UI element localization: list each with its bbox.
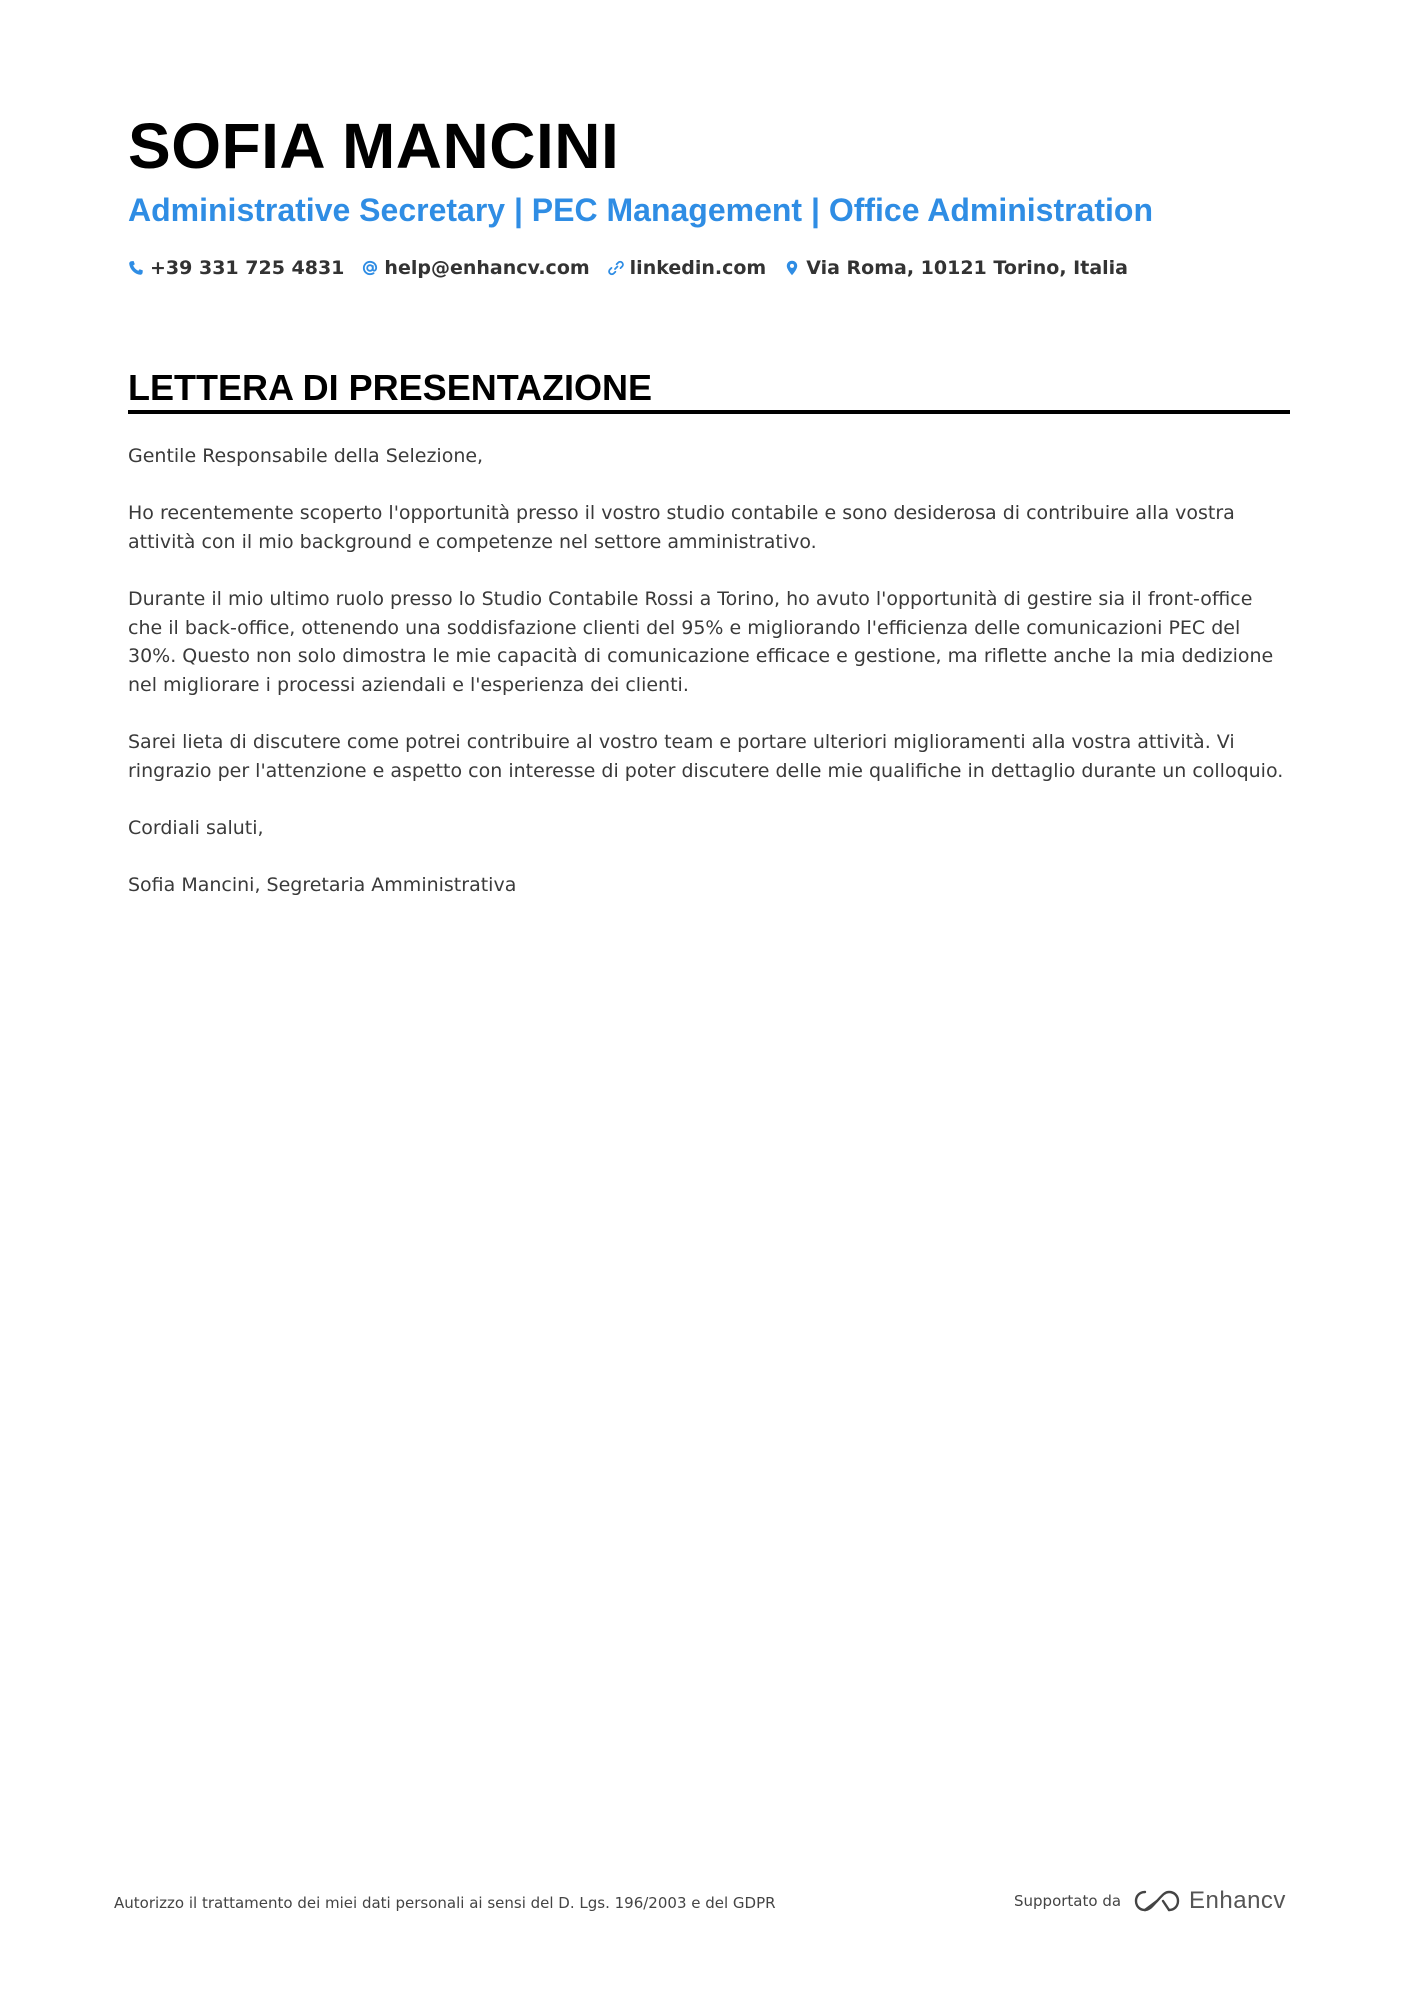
location-pin-icon <box>784 260 800 276</box>
contact-phone[interactable] <box>128 257 344 279</box>
letter-body <box>128 442 1290 928</box>
applicant-name: SOFIA MANCINI <box>128 110 620 182</box>
contact-linkedin[interactable] <box>608 257 767 279</box>
powered-by-label: Supportato da <box>1014 1892 1122 1910</box>
contact-email[interactable] <box>362 257 589 279</box>
contact-email-text: help@enhancv.com <box>384 257 590 279</box>
enhancv-brand: Enhancv <box>1189 1887 1286 1914</box>
section-divider <box>128 410 1290 414</box>
at-icon <box>362 260 378 276</box>
contact-linkedin-text: linkedin.com <box>629 257 767 279</box>
contact-address <box>784 257 1128 279</box>
contact-address-text: Via Roma, 10121 Torino, Italia <box>806 257 1128 279</box>
enhancv-logo-icon <box>1133 1888 1181 1914</box>
contact-bar <box>128 254 1146 282</box>
phone-icon <box>128 260 144 276</box>
privacy-consent: Autorizzo il trattamento dei miei dati personali ai sensi del D. Lgs. 196/2003 e del GDPR <box>114 1894 776 1912</box>
link-icon <box>608 260 624 276</box>
letter-paragraph-1: Ho recentemente scoperto l'opportunità presso il vostro studio contabile e sono desiderosa di contribuire alla vostra attività con il mio background e competenze nel settore amministrativo. <box>128 502 1235 553</box>
letter-paragraph-3: Sarei lieta di discutere come potrei contribuire al vostro team e portare ulteriori miglioramenti alla vostra attività. Vi ringrazio per l'attenzione e aspetto con interesse di poter discutere delle mie qualifiche in dettaglio durante un colloquio. <box>128 730 1284 782</box>
letter-signature: Sofia Mancini, Segretaria Amministrativa <box>128 873 517 896</box>
headline: Administrative Secretary | PEC Management | Office Administration <box>128 192 1153 228</box>
letter-greeting: Gentile Responsabile della Selezione, <box>128 445 484 467</box>
powered-by[interactable] <box>1014 1886 1286 1916</box>
letter-paragraph-2: Durante il mio ultimo ruolo presso lo Studio Contabile Rossi a Torino, ho avuto l'opportunità di gestire sia il front-office che il back-office, ottenendo una soddisfazione clienti del 95% e migliorando l'efficienza delle comunicazioni PEC del 30%. Questo non solo dimostra le mie capacità di comunicazione efficace e gestione, ma riflette anche la mia dedizione nel migliorare i processi aziendali e l'esperienza dei clienti. <box>128 587 1274 696</box>
letter-closing: Cordiali saluti, <box>128 816 264 839</box>
contact-phone-text: +39 331 725 4831 <box>150 257 345 279</box>
section-title: LETTERA DI PRESENTAZIONE <box>128 367 653 408</box>
